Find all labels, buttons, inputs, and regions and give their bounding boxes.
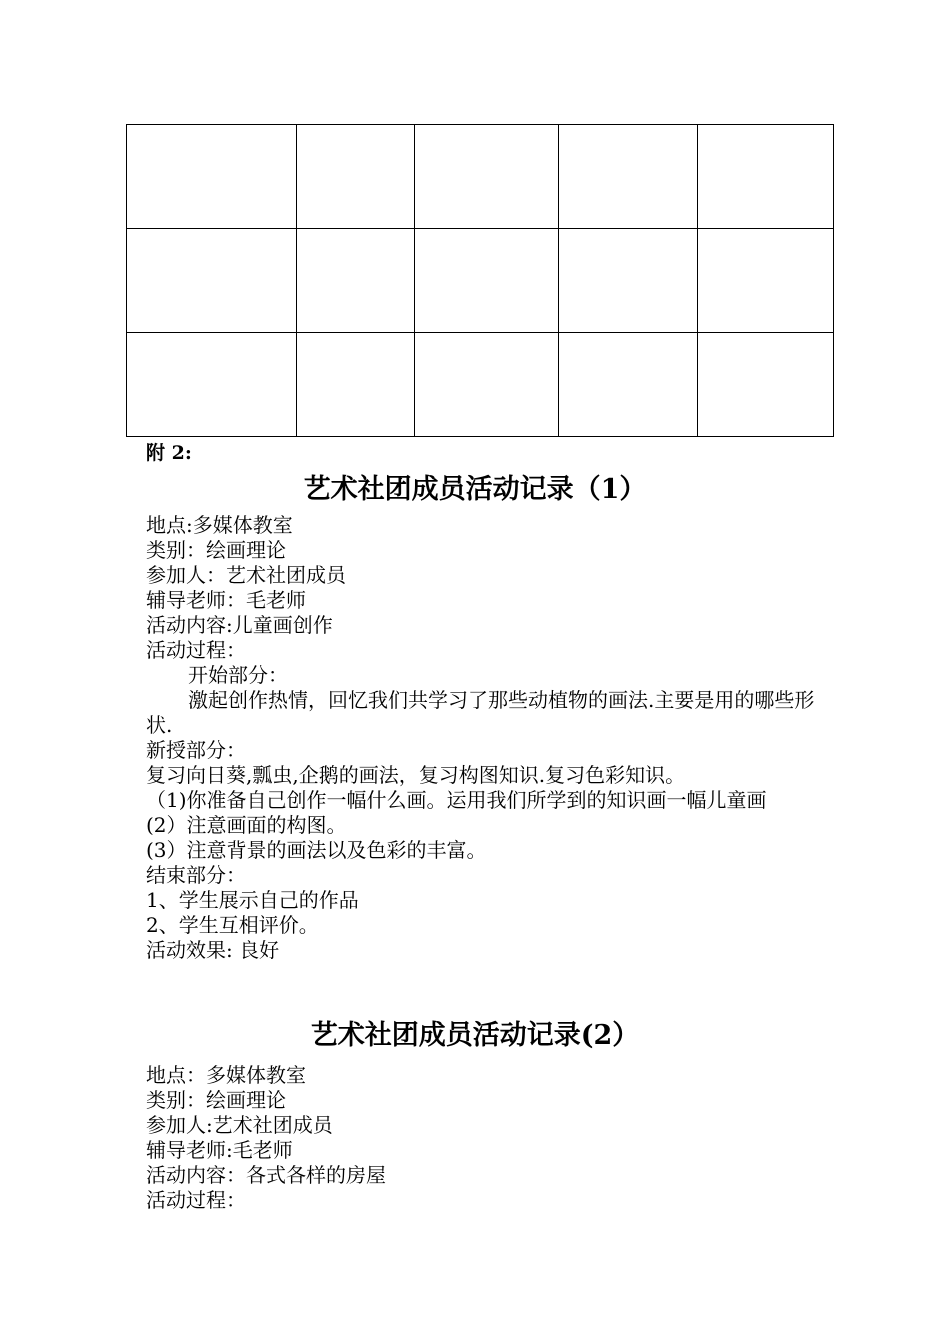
record-1-category: 类别：绘画理论 (146, 538, 286, 562)
table-cell (559, 333, 698, 437)
record-2-teacher: 辅导老师:毛老师 (146, 1138, 293, 1162)
record-2-location: 地点：多媒体教室 (146, 1063, 306, 1087)
record-1-step-2: (2）注意画面的构图。 (146, 813, 347, 837)
record-1-start-text: 激起创作热情，回忆我们共学习了那些动植物的画法.主要是用的哪些形状. (146, 688, 815, 737)
table-cell (415, 229, 559, 333)
record-1-participants: 参加人：艺术社团成员 (146, 563, 346, 587)
record-1-start-heading: 开始部分： (188, 663, 288, 687)
record-1-review-text: 复习向日葵,瓢虫,企鹅的画法，复习构图知识.复习色彩知识。 (146, 763, 686, 787)
table-row (127, 125, 834, 229)
record-1-step-1: （1)你准备自己创作一幅什么画。运用我们所学到的知识画一幅儿童画 (146, 788, 767, 812)
record-1-end-heading: 结束部分： (146, 863, 246, 887)
table-cell (698, 229, 834, 333)
record-1-end-item-2: 2、学生互相评价。 (146, 913, 319, 937)
record-1-end-item-1: 1、学生展示自己的作品 (146, 888, 359, 912)
table-cell (415, 125, 559, 229)
record-1-effect: 活动效果: 良好 (146, 938, 280, 962)
table-cell (559, 125, 698, 229)
table-row (127, 333, 834, 437)
record-2-participants: 参加人:艺术社团成员 (146, 1113, 333, 1137)
table-cell (698, 333, 834, 437)
table-cell (127, 229, 297, 333)
empty-grid-table (126, 124, 834, 437)
record-1-process-heading: 活动过程： (146, 638, 246, 662)
appendix-label: 附 2: (146, 442, 192, 464)
record-2-body (146, 1063, 816, 1213)
record-2-category: 类别：绘画理论 (146, 1088, 286, 1112)
record-1-title: 艺术社团成员活动记录（1） (303, 474, 647, 505)
record-1-teacher: 辅导老师：毛老师 (146, 588, 306, 612)
table-cell (559, 229, 698, 333)
record-2-title: 艺术社团成员活动记录(2） (310, 1020, 640, 1051)
table-cell (297, 125, 415, 229)
record-1-new-heading: 新授部分： (146, 738, 246, 762)
record-1-body (146, 513, 816, 963)
record-2-content: 活动内容：各式各样的房屋 (146, 1163, 386, 1187)
table-cell (127, 333, 297, 437)
table-row (127, 229, 834, 333)
table-cell (698, 125, 834, 229)
table-cell (415, 333, 559, 437)
record-1-location: 地点:多媒体教室 (146, 513, 293, 537)
table-cell (127, 125, 297, 229)
table-cell (297, 229, 415, 333)
record-1-step-3: (3）注意背景的画法以及色彩的丰富。 (146, 838, 487, 862)
record-2-process-heading: 活动过程： (146, 1188, 246, 1212)
record-1-content: 活动内容:儿童画创作 (146, 613, 333, 637)
table-cell (297, 333, 415, 437)
